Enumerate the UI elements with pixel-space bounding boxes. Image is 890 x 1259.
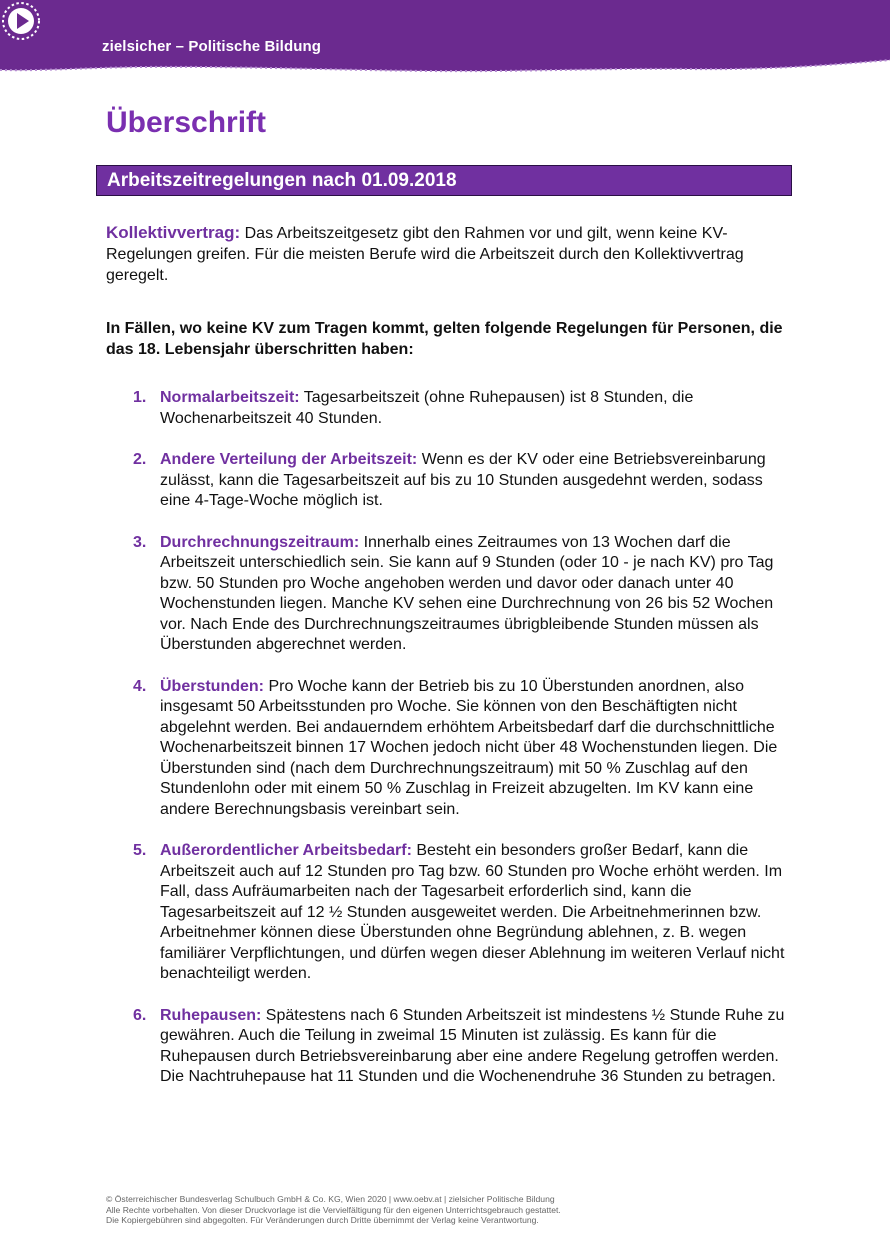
item-term: Andere Verteilung der Arbeitszeit: — [160, 451, 418, 468]
item-number: 3. — [133, 533, 147, 551]
item-text: Innerhalb eines Zeitraumes von 13 Wochen darf die Arbeitszeit unterschiedlich sein. Sie kann auf 9 Stunden (oder 10 - je nach KV) pro Tag bzw. 50 Stunden pro Woche angehoben werden und davor oder danach unter 40 Wochenstunden liegen. Manche KV sehen eine Durchrechnung von 26 bis 52 Wochen vor. Nach Ende des Durchrechnungszeitraumes übrigbleibende Stunden müssen als Überstunden abgerechnet werden. — [160, 533, 774, 653]
conditions-paragraph: In Fällen, wo keine KV zum Tragen kommt, gelten folgende Regelungen für Personen, die das 18. Lebensjahr überschritten haben: — [106, 320, 783, 358]
footer-line-3: Die Kopiergebühren sind abgegolten. Für Veränderungen durch Dritte übernimmt der Verlag keine Verantwortung. — [106, 1215, 539, 1225]
item-number: 5. — [133, 842, 147, 859]
intro-text: Das Arbeitszeitgesetz gibt den Rahmen vor und gilt, wenn keine KV-Regelungen greifen. Für die meisten Berufe wird die Arbeitszeit durch den Kollektivvertrag geregelt. — [106, 225, 744, 284]
intro-paragraph — [106, 222, 776, 286]
item-number: 2. — [133, 451, 147, 468]
footer-line-2: Alle Rechte vorbehalten. Von dieser Druckvorlage ist die Vervielfältigung für den eigenen Unterrichtsgebrauch gestattet. — [106, 1204, 561, 1215]
list-item — [106, 533, 796, 656]
item-term: Durchrechnungszeitraum: — [160, 533, 360, 551]
item-text: Spätestens nach 6 Stunden Arbeitszeit ist mindestens ½ Stunde Ruhe zu gewähren. Auch die Teilung in zweimal 15 Minuten ist zulässig. Es kann für die Ruhepausen durch Betriebsvereinbarung aber eine andere Regelung getroffen werden. Die Nachtruhepause hat 11 Stunden und die Wochenendruhe 36 Stunden zu betragen. — [160, 1006, 785, 1085]
footer-line-1: © Österreichischer Bundesverlag Schulbuch GmbH & Co. KG, Wien 2020 | www.oebv.at | zielsicher Politische Bildung — [106, 1194, 555, 1204]
footer-copyright — [106, 1194, 806, 1226]
item-text: Besteht ein besonders großer Bedarf, kann die Arbeitszeit auch auf 12 Stunden pro Tag bzw. 60 Stunden pro Woche erhöht werden. Im Fall, dass Aufräumarbeiten nach der Tagesarbeit erforderlich sind, kann die Tagesarbeitszeit auf 12 ½ Stunden ausgeweitet werden. Die Arbeitnehmerinnen bzw. Arbeitnehmer können diese Überstunden ohne Begründung ablehnen, z. B. wegen familiärer Verpflichtungen, und dürfen wegen dieser Ablehnung im weiteren Verlauf nicht benachteiligt werden. — [160, 842, 785, 982]
play-logo-icon — [0, 0, 42, 42]
item-number: 6. — [133, 1006, 147, 1024]
item-number: 1. — [133, 389, 147, 406]
list-item — [106, 841, 796, 985]
rules-list — [106, 388, 796, 1109]
item-text: Pro Woche kann der Betrieb bis zu 10 Überstunden anordnen, also insgesamt 50 Arbeitsstunden pro Woche. Sie können von den Beschäftigten nicht abgelehnt werden. Bei andauerndem erhöhtem Arbeitsbedarf darf die durchschnittliche Wochenarbeitszeit binnen 17 Wochen jedoch nicht über 48 Wochenstunden liegen. Die Überstunden sind (nach dem Durchrechnungszeitraum) mit 50 % Zuschlag auf den Stundenlohn oder mit einem 50 % Zuschlag in Freizeit abzugelten. Im KV kann eine andere Berechnungsbasis vereinbart sein. — [160, 677, 778, 818]
section-banner: Arbeitszeitregelungen nach 01.09.2018 — [96, 165, 792, 196]
item-term: Außerordentlicher Arbeitsbedarf: — [160, 842, 412, 859]
intro-lead: Kollektivvertrag: — [106, 223, 241, 242]
page-title: Überschrift — [106, 106, 267, 139]
item-text: Tagesarbeitszeit (ohne Ruhepausen) ist 8 Stunden, die Wochenarbeitszeit 40 Stunden. — [160, 389, 694, 427]
header-band — [0, 0, 890, 82]
item-number: 4. — [133, 677, 147, 695]
list-item — [106, 450, 796, 512]
brand-name: zielsicher – Politische Bildung — [102, 38, 321, 55]
list-item — [106, 1006, 796, 1088]
item-text: Wenn es der KV oder eine Betriebsvereinbarung zulässt, kann die Tagesarbeitszeit auf bis zu 10 Stunden ausgedehnt werden, sodass eine 4-Tage-Woche möglich ist. — [160, 451, 766, 509]
list-item — [106, 388, 796, 429]
item-term: Überstunden: — [160, 677, 264, 695]
item-term: Normalarbeitszeit: — [160, 389, 300, 406]
list-item — [106, 677, 796, 821]
item-term: Ruhepausen: — [160, 1006, 262, 1024]
